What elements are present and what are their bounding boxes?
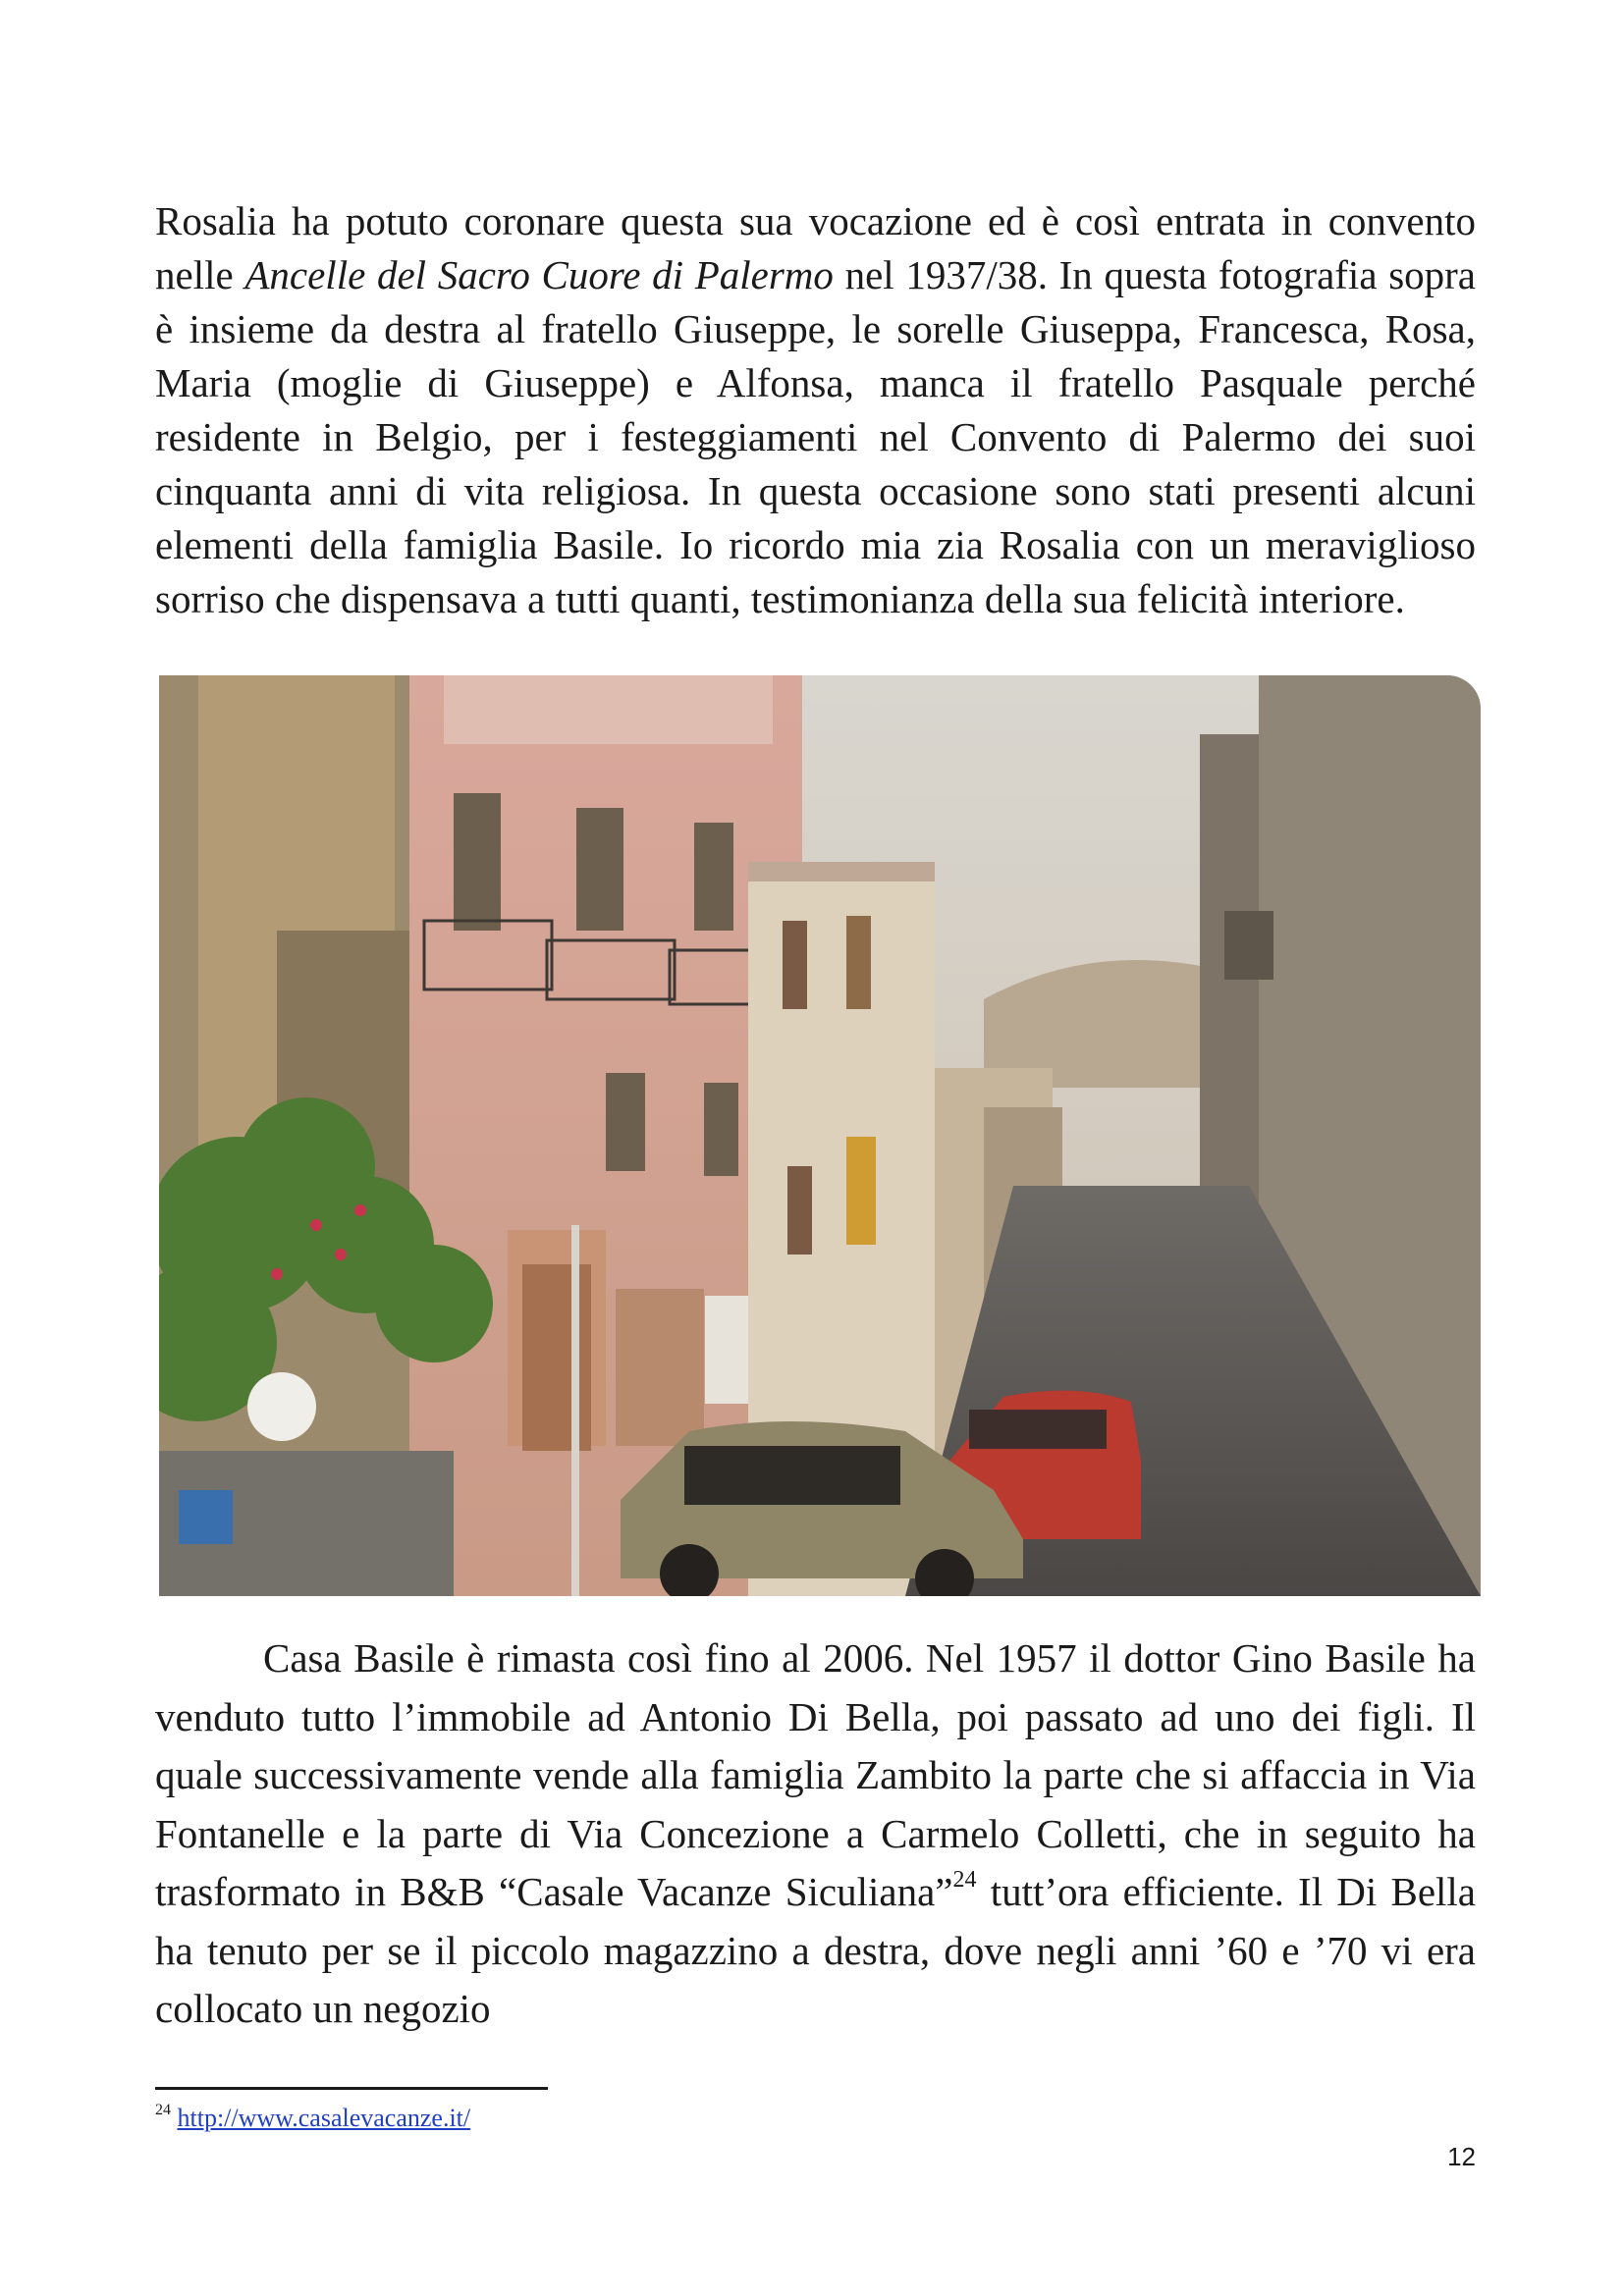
paragraph-1 [155, 194, 1476, 626]
paragraph-1-italic-name: Ancelle del Sacro Cuore di Palermo [244, 252, 834, 297]
footnote-number: 24 [155, 2102, 171, 2119]
paragraph-2-text-b: tutt’ora efficiente. Il Di Bella ha tenuto per se il piccolo magazzino a destra, dove negli anni ’60 e ’70 vi era collocato un negozio [155, 1869, 1476, 2031]
footnote-separator [155, 2087, 548, 2090]
street-photo [159, 675, 1481, 1596]
footnote [155, 2103, 470, 2134]
footnote-link[interactable]: http://www.casalevacanze.it/ [177, 2104, 471, 2132]
street-photo-image [159, 675, 1481, 1596]
page-number: 12 [1447, 2142, 1476, 2171]
paragraph-1-text-b: nel 1937/38. In questa fotografia sopra è insieme da destra al fratello Giuseppe, le sorelle Giuseppa, Francesca, Rosa, Maria (moglie di Giuseppe) e Alfonsa, manca il fratello Pasquale perché residente in Belgio, per i festeggiamenti nel Convento di Palermo dei suoi cinquanta anni di vita religiosa. In questa occasione sono stati presenti alcuni elementi della famiglia Basile. Io ricordo mia zia Rosalia con un meraviglioso sorriso che dispensava a tutti quanti, testimonianza della sua felicità interiore. [155, 252, 1476, 621]
footnote-reference[interactable]: 24 [952, 1867, 977, 1894]
paragraph-2-text-a: Casa Basile è rimasta così fino al 2006. Nel 1957 il dottor Gino Basile ha venduto tutto l’immobile ad Antonio Di Bella, poi passato ad uno dei figli. Il quale successivamente vende alla famiglia Zambito la parte che si affaccia in Via Fontanelle e la parte di Via Concezione a Carmelo Colletti, che in seguito ha trasformato in B&B “Casale Vacanze Siculiana” [155, 1635, 1476, 1914]
paragraph-2 [155, 1629, 1476, 2039]
paragraph-1-text-a: Rosalia ha potuto coronare questa sua vocazione ed è così entrata in convento nelle [155, 198, 1476, 297]
